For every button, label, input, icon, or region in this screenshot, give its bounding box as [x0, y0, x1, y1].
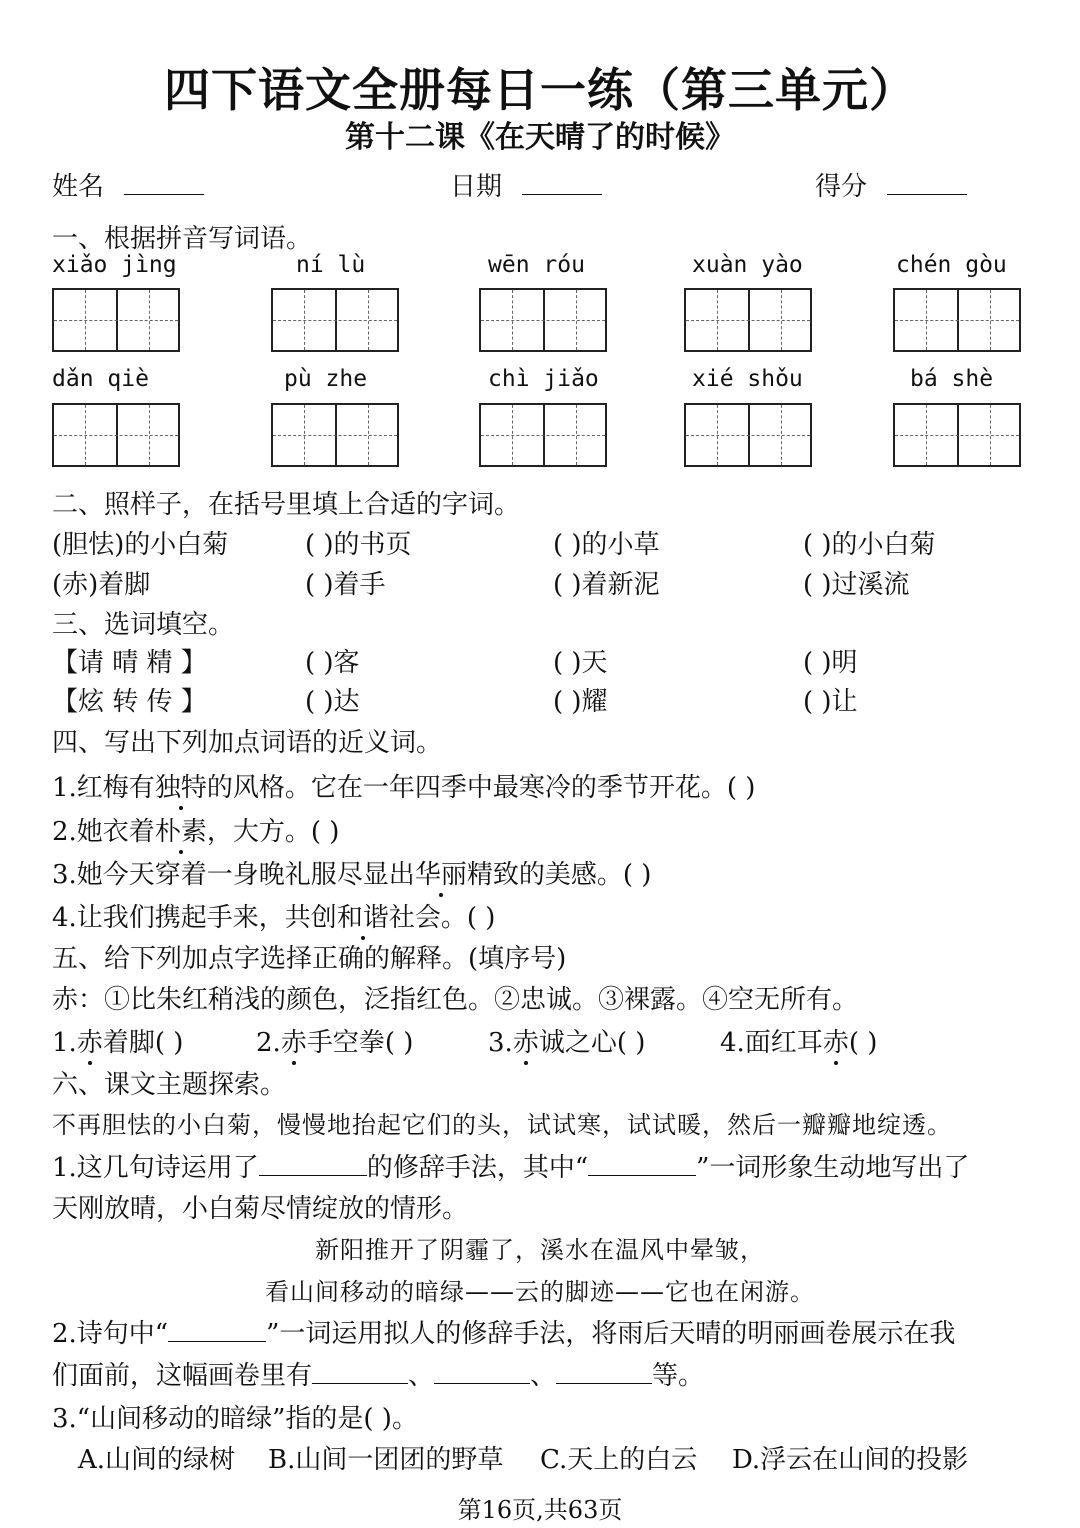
pinyin: xié shǒu	[692, 366, 803, 392]
pinyin: chì jiǎo	[488, 366, 599, 392]
poem-line: 新阳推开了阴霾了，溪水在温风中晕皱，	[315, 1236, 765, 1264]
dotted-word: 独特	[155, 767, 207, 804]
option-a[interactable]: A.山间的绿树	[78, 1445, 236, 1475]
pinyin: bá shè	[910, 366, 994, 392]
date-field[interactable]: 日期	[450, 166, 602, 203]
section-1-heading: 一、根据拼音写词语。	[52, 224, 313, 254]
question-item[interactable]: 2.赤手空拳( )	[256, 1022, 413, 1059]
dotted-word: 华丽	[415, 854, 467, 891]
question-item[interactable]: 3.她今天穿着一身晚礼服尽显出华丽精致的美感。( )	[52, 854, 651, 891]
example-item: (胆怯)的小白菊	[52, 530, 229, 560]
name-blank[interactable]	[124, 172, 204, 195]
fill-item[interactable]: ( )明	[803, 648, 858, 678]
score-field[interactable]: 得分	[815, 166, 967, 203]
dotted-char: 赤	[77, 1022, 103, 1059]
question-text: 天刚放晴，小白菊尽情绽放的情形。	[52, 1194, 469, 1224]
pinyin: xuàn yào	[692, 252, 803, 278]
pinyin: xiǎo jìng	[52, 252, 177, 278]
writing-grid[interactable]	[271, 403, 399, 467]
writing-grid[interactable]	[52, 403, 180, 467]
fill-item[interactable]: ( )过溪流	[803, 570, 910, 600]
poem-line: 看山间移动的暗绿——云的脚迹——它也在闲游。	[265, 1278, 815, 1306]
question-item[interactable]: 3.赤诚之心( )	[488, 1022, 645, 1059]
fill-item[interactable]: ( )着手	[305, 570, 386, 600]
writing-grid[interactable]	[893, 288, 1021, 352]
answer-blank[interactable]	[312, 1361, 408, 1384]
fill-item[interactable]: ( )耀	[553, 687, 608, 717]
date-blank[interactable]	[522, 172, 602, 195]
section-2-heading: 二、照样子，在括号里填上合适的字词。	[52, 490, 521, 520]
section-5-heading: 五、给下列加点字选择正确的解释。(填序号)	[52, 944, 567, 974]
pinyin: chén gòu	[896, 252, 1007, 278]
section-6-heading: 六、课文主题探索。	[52, 1070, 287, 1100]
answer-blank[interactable]	[434, 1361, 530, 1384]
fill-item[interactable]: ( )着新泥	[553, 570, 660, 600]
fill-item[interactable]: ( )的小草	[553, 530, 660, 560]
dotted-word: 和谐	[337, 897, 389, 934]
page-title: 四下语文全册每日一练（第三单元）	[164, 63, 916, 117]
pinyin: dǎn qiè	[52, 366, 149, 392]
writing-grid[interactable]	[479, 403, 607, 467]
fill-item[interactable]: ( )让	[803, 687, 858, 717]
writing-grid[interactable]	[479, 288, 607, 352]
page-number: 第16页,共63页	[457, 1496, 623, 1524]
writing-grid[interactable]	[684, 288, 812, 352]
option-c[interactable]: C.天上的白云	[540, 1445, 698, 1475]
pinyin: pù zhe	[284, 366, 368, 392]
dotted-char: 赤	[281, 1022, 307, 1059]
question-item[interactable]: 4.面红耳赤( )	[720, 1022, 877, 1059]
dotted-word: 朴素	[155, 811, 207, 848]
name-field[interactable]: 姓名	[52, 166, 204, 203]
fill-item[interactable]: ( )达	[305, 687, 360, 717]
answer-blank[interactable]	[168, 1319, 266, 1342]
writing-grid[interactable]	[893, 403, 1021, 467]
example-item: (赤)着脚	[52, 570, 151, 600]
writing-grid[interactable]	[52, 288, 180, 352]
dotted-char: 赤	[513, 1022, 539, 1059]
answer-blank[interactable]	[556, 1361, 652, 1384]
word-choices: 【炫 转 传 】	[52, 687, 207, 717]
section-4-heading: 四、写出下列加点词语的近义词。	[52, 728, 443, 758]
pinyin: ní lù	[296, 252, 366, 278]
section-3-heading: 三、选词填空。	[52, 610, 235, 640]
writing-grid[interactable]	[684, 403, 812, 467]
option-b[interactable]: B.山间一团团的野草	[268, 1445, 504, 1475]
fill-item[interactable]: ( )客	[305, 648, 360, 678]
question-item[interactable]: 1.红梅有独特的风格。它在一年四季中最寒冷的季节开花。( )	[52, 767, 755, 804]
question-item[interactable]: 2.她衣着朴素，大方。( )	[52, 811, 339, 848]
lesson-title: 第十二课《在天晴了的时候》	[345, 120, 735, 155]
fill-item[interactable]: ( )天	[553, 648, 608, 678]
writing-grid[interactable]	[271, 288, 399, 352]
question-item[interactable]: 1.赤着脚( )	[52, 1022, 183, 1059]
pinyin: wēn róu	[488, 252, 585, 278]
option-d[interactable]: D.浮云在山间的投影	[732, 1445, 969, 1475]
word-choices: 【请 晴 精 】	[52, 648, 207, 678]
question-item[interactable]: 们面前，这幅画卷里有 、 、 等。	[52, 1361, 705, 1391]
question-item[interactable]: 3.“山间移动的暗绿”指的是( )。	[52, 1404, 418, 1434]
question-item[interactable]: 1.这几句诗运用了 的修辞手法，其中“ ”一词形象生动地写出了	[52, 1153, 970, 1183]
definition-text: 赤：①比朱红稍浅的颜色，泛指红色。②忠诚。③裸露。④空无所有。	[52, 985, 859, 1015]
poem-excerpt-1: 不再胆怯的小白菊，慢慢地抬起它们的头，试试寒，试试暖，然后一瓣瓣地绽透。	[52, 1111, 952, 1139]
answer-blank[interactable]	[259, 1153, 367, 1176]
dotted-char: 赤	[823, 1022, 849, 1059]
score-blank[interactable]	[887, 172, 967, 195]
fill-item[interactable]: ( )的书页	[305, 530, 412, 560]
fill-item[interactable]: ( )的小白菊	[803, 530, 936, 560]
answer-blank[interactable]	[588, 1153, 696, 1176]
question-item[interactable]: 2.诗句中“ ”一词运用拟人的修辞手法，将雨后天晴的明丽画卷展示在我	[52, 1319, 956, 1349]
question-item[interactable]: 4.让我们携起手来，共创和谐社会。( )	[52, 897, 495, 934]
